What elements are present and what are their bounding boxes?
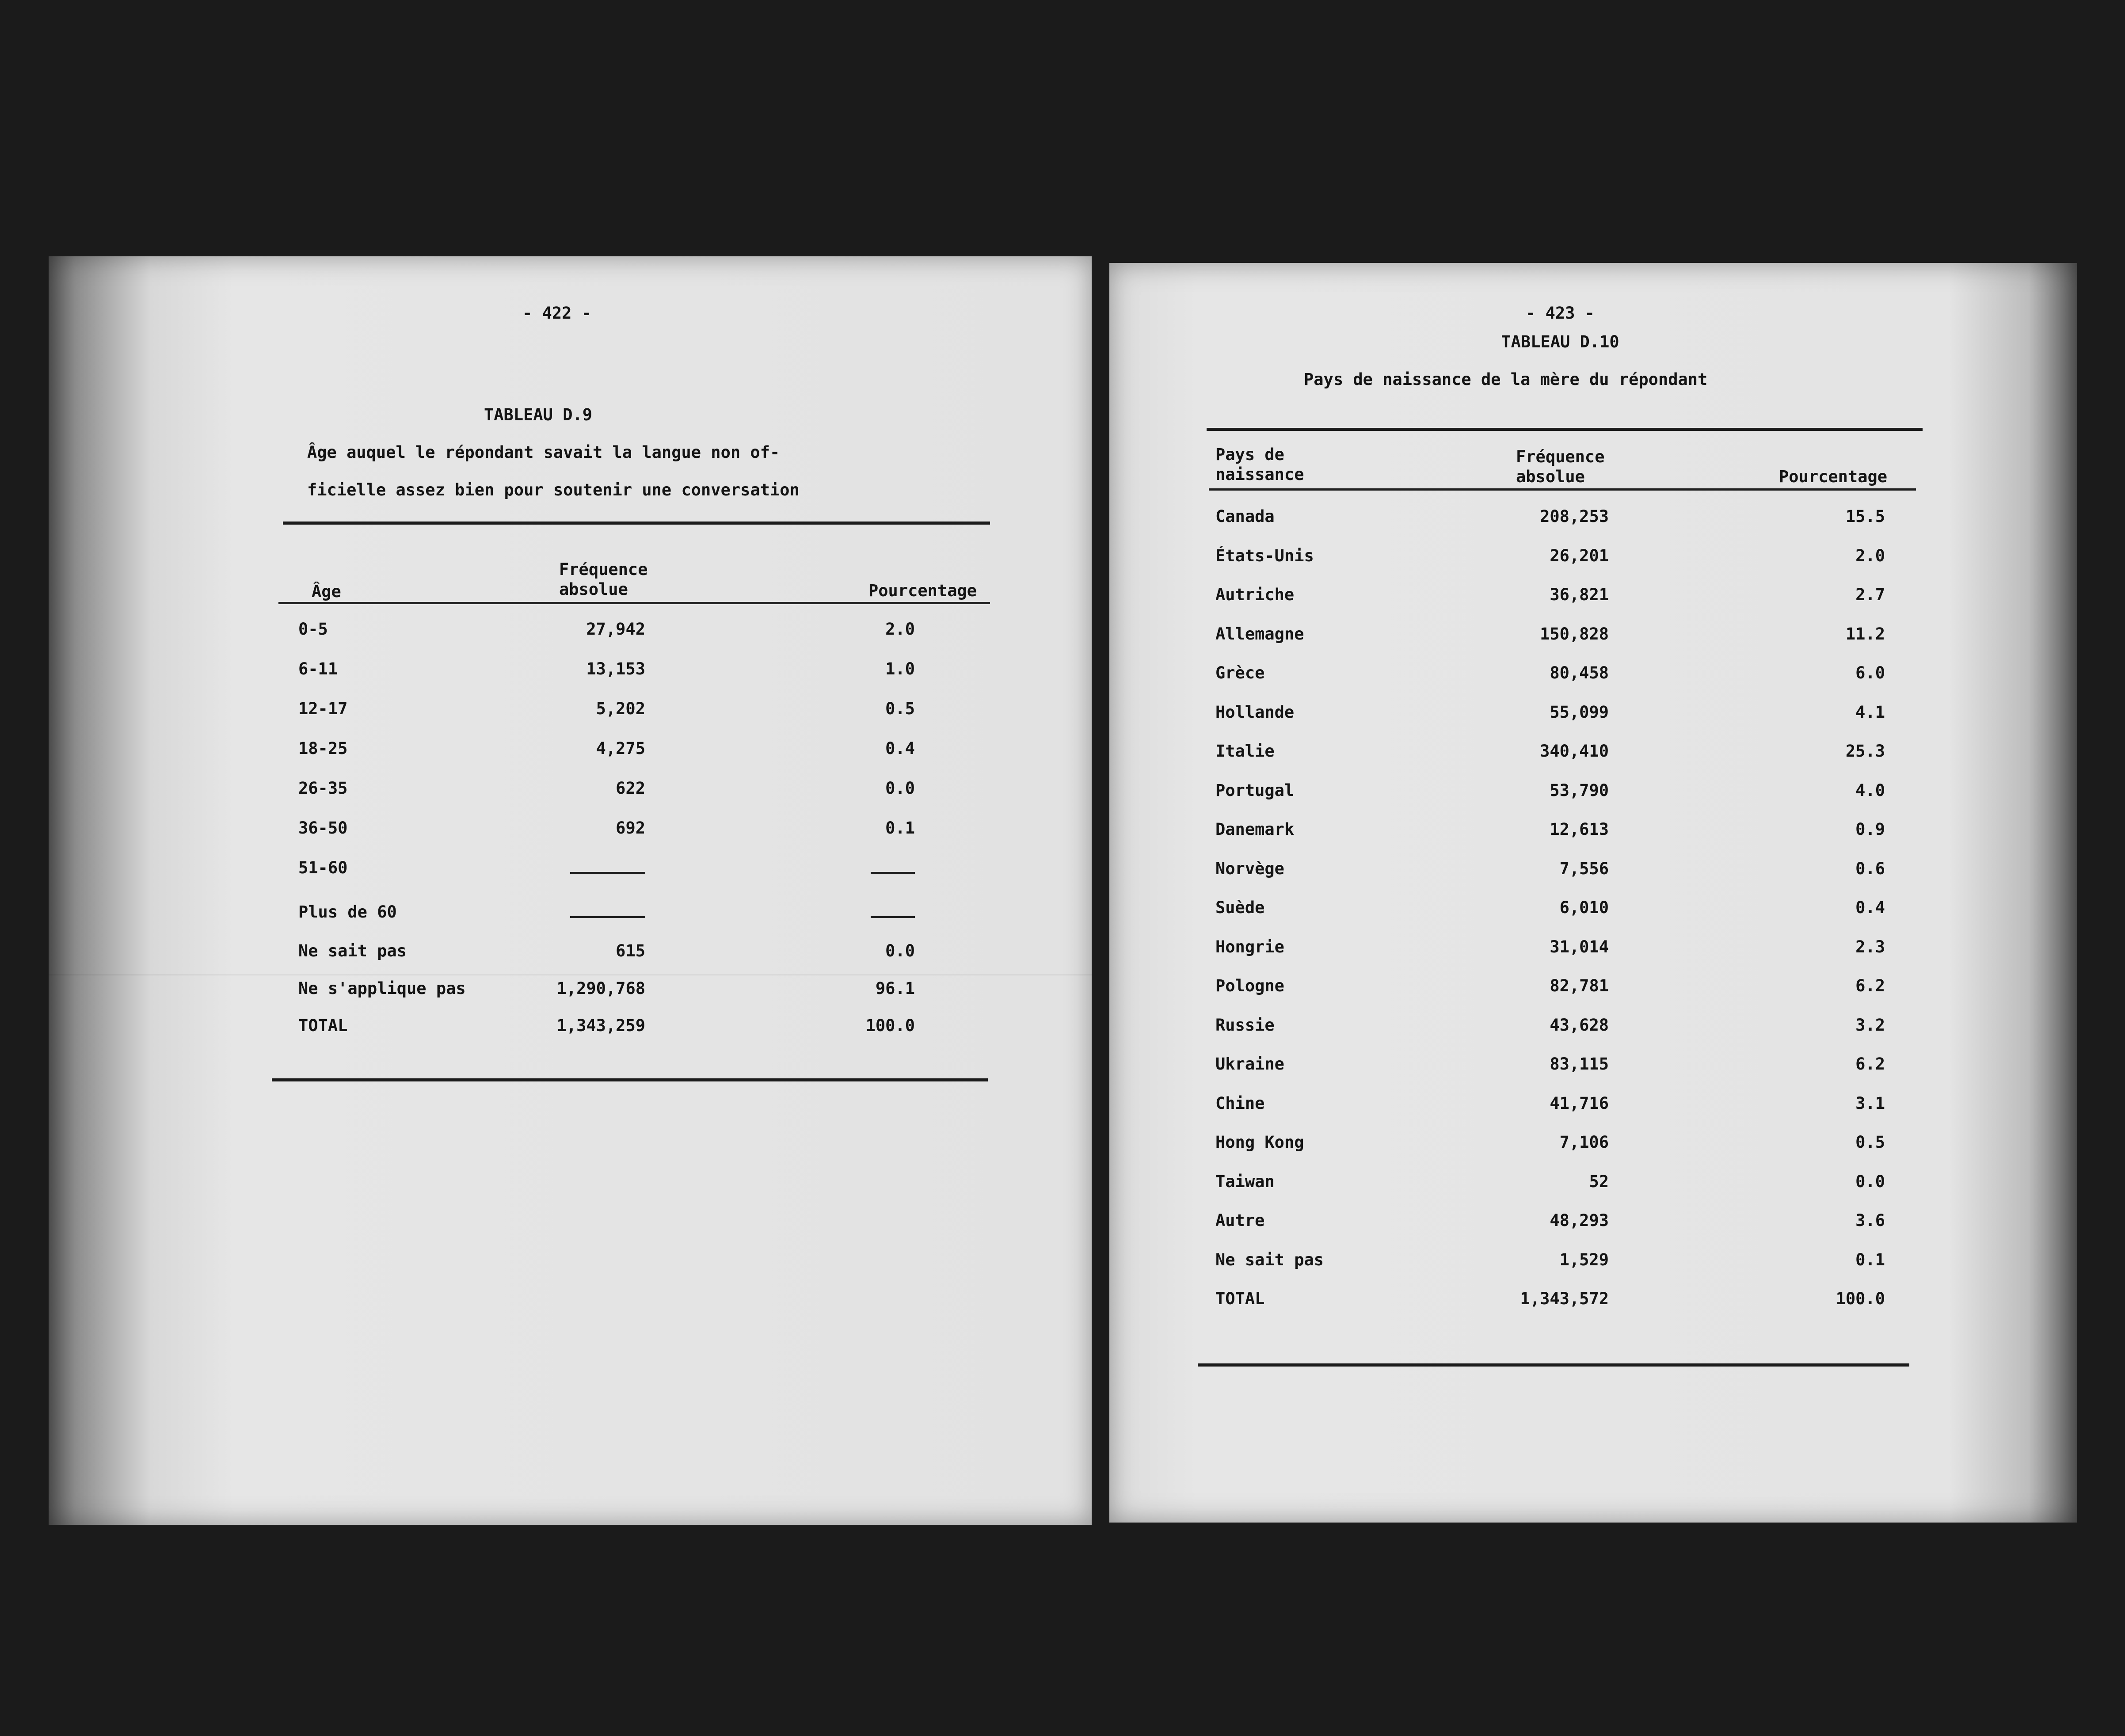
row-label: Russie bbox=[1215, 1015, 1275, 1035]
row-frequency: 340,410 bbox=[1540, 742, 1609, 761]
row-label: Norvège bbox=[1215, 859, 1284, 878]
row-percentage: 0.0 bbox=[885, 779, 915, 798]
row-frequency: 208,253 bbox=[1540, 507, 1609, 526]
row-label: Hongrie bbox=[1215, 937, 1284, 956]
page-number: - 422 - bbox=[522, 304, 591, 323]
bottom-rule bbox=[272, 1078, 988, 1081]
row-percentage: 6.2 bbox=[1855, 976, 1885, 995]
row-percentage: 4.0 bbox=[1855, 780, 1885, 800]
row-label: Portugal bbox=[1215, 780, 1295, 800]
row-percentage: 15.5 bbox=[1845, 507, 1885, 526]
row-frequency: 31,014 bbox=[1550, 937, 1609, 956]
row-percentage: 96.1 bbox=[875, 979, 915, 998]
header-country-line1: Pays de bbox=[1215, 445, 1284, 464]
row-label: Ne sait pas bbox=[1215, 1250, 1324, 1269]
row-frequency: 150,828 bbox=[1540, 624, 1609, 643]
row-label: Pologne bbox=[1215, 976, 1284, 995]
row-frequency: 615 bbox=[616, 941, 645, 960]
header-rule bbox=[1209, 488, 1916, 491]
row-frequency: 12,613 bbox=[1550, 820, 1609, 839]
row-percentage: 0.0 bbox=[1855, 1172, 1885, 1191]
empty-percentage-dash bbox=[871, 916, 915, 918]
row-percentage: 4.1 bbox=[1855, 702, 1885, 722]
table-title: TABLEAU D.9 bbox=[484, 405, 593, 424]
row-percentage: 3.1 bbox=[1855, 1093, 1885, 1113]
row-percentage: 6.2 bbox=[1855, 1055, 1885, 1074]
row-percentage: 2.7 bbox=[1855, 585, 1885, 604]
row-frequency: 43,628 bbox=[1550, 1015, 1609, 1035]
row-percentage: 11.2 bbox=[1845, 624, 1885, 643]
page-number: - 423 - bbox=[1526, 304, 1595, 323]
row-label: Plus de 60 bbox=[298, 902, 397, 921]
header-percentage: Pourcentage bbox=[1779, 467, 1888, 486]
row-label: Canada bbox=[1215, 507, 1275, 526]
row-label: Suède bbox=[1215, 898, 1265, 917]
row-percentage: 0.6 bbox=[1855, 859, 1885, 878]
table-caption: Pays de naissance de la mère du répondant bbox=[1304, 370, 1708, 389]
row-frequency: 53,790 bbox=[1550, 780, 1609, 800]
row-label: Autre bbox=[1215, 1211, 1265, 1230]
row-percentage: 0.5 bbox=[1855, 1133, 1885, 1152]
header-frequency-line2: absolue bbox=[559, 580, 628, 599]
table-caption-line2: ficielle assez bien pour soutenir une conversation bbox=[307, 480, 800, 499]
row-frequency: 36,821 bbox=[1550, 585, 1609, 604]
row-label: Autriche bbox=[1215, 585, 1295, 604]
row-label: 26-35 bbox=[298, 779, 348, 798]
row-label: Italie bbox=[1215, 742, 1275, 761]
row-percentage: 2.3 bbox=[1855, 937, 1885, 956]
row-frequency: 27,942 bbox=[586, 620, 645, 639]
row-percentage: 6.0 bbox=[1855, 663, 1885, 682]
top-rule bbox=[283, 522, 990, 525]
row-label: 0-5 bbox=[298, 620, 328, 639]
row-frequency: 6,010 bbox=[1559, 898, 1609, 917]
row-percentage: 2.0 bbox=[1855, 546, 1885, 565]
row-frequency: 5,202 bbox=[596, 699, 645, 718]
row-label: Hollande bbox=[1215, 702, 1295, 722]
row-percentage: 100.0 bbox=[865, 1016, 915, 1035]
row-percentage: 0.4 bbox=[885, 739, 915, 758]
header-rule bbox=[278, 602, 990, 604]
row-label: Ne sait pas bbox=[298, 941, 407, 960]
row-label: Hong Kong bbox=[1215, 1133, 1304, 1152]
top-rule bbox=[1207, 428, 1923, 431]
header-frequency-line1: Fréquence bbox=[1516, 447, 1605, 466]
row-label: États-Unis bbox=[1215, 546, 1314, 565]
table-caption-line1: Âge auquel le répondant savait la langue non of- bbox=[307, 443, 780, 462]
row-label: Grèce bbox=[1215, 663, 1265, 682]
row-label: Chine bbox=[1215, 1093, 1265, 1113]
row-label: 12-17 bbox=[298, 699, 348, 718]
row-label: 51-60 bbox=[298, 858, 348, 877]
row-label: TOTAL bbox=[1215, 1289, 1265, 1308]
row-percentage: 0.5 bbox=[885, 699, 915, 718]
header-country-line2: naissance bbox=[1215, 465, 1304, 484]
row-percentage: 3.2 bbox=[1855, 1015, 1885, 1035]
right-page bbox=[1109, 263, 2077, 1523]
header-percentage: Pourcentage bbox=[868, 581, 977, 600]
row-label: Taiwan bbox=[1215, 1172, 1275, 1191]
row-percentage: 0.1 bbox=[885, 819, 915, 838]
row-frequency: 41,716 bbox=[1550, 1093, 1609, 1113]
header-frequency-line2: absolue bbox=[1516, 467, 1585, 486]
row-frequency: 1,529 bbox=[1559, 1250, 1609, 1269]
row-frequency: 80,458 bbox=[1550, 663, 1609, 682]
empty-percentage-dash bbox=[871, 872, 915, 874]
row-frequency: 4,275 bbox=[596, 739, 645, 758]
row-frequency: 26,201 bbox=[1550, 546, 1609, 565]
empty-frequency-dash bbox=[570, 916, 645, 918]
row-frequency: 7,556 bbox=[1559, 859, 1609, 878]
row-percentage: 2.0 bbox=[885, 620, 915, 639]
row-label: 6-11 bbox=[298, 659, 338, 678]
row-percentage: 0.9 bbox=[1855, 820, 1885, 839]
table-title: TABLEAU D.10 bbox=[1501, 332, 1619, 351]
row-frequency: 692 bbox=[616, 819, 645, 838]
header-frequency-line1: Fréquence bbox=[559, 560, 648, 579]
row-frequency: 622 bbox=[616, 779, 645, 798]
row-percentage: 0.0 bbox=[885, 941, 915, 960]
row-frequency: 7,106 bbox=[1559, 1133, 1609, 1152]
row-label: Ne s'applique pas bbox=[298, 979, 466, 998]
row-frequency: 83,115 bbox=[1550, 1055, 1609, 1074]
row-label: TOTAL bbox=[298, 1016, 348, 1035]
row-percentage: 3.6 bbox=[1855, 1211, 1885, 1230]
row-frequency: 1,343,259 bbox=[556, 1016, 645, 1035]
row-label: Danemark bbox=[1215, 820, 1295, 839]
row-label: 18-25 bbox=[298, 739, 348, 758]
row-label: 36-50 bbox=[298, 819, 348, 838]
row-frequency: 48,293 bbox=[1550, 1211, 1609, 1230]
row-percentage: 0.1 bbox=[1855, 1250, 1885, 1269]
row-frequency: 55,099 bbox=[1550, 702, 1609, 722]
row-frequency: 1,343,572 bbox=[1520, 1289, 1609, 1308]
empty-frequency-dash bbox=[570, 872, 645, 874]
row-frequency: 82,781 bbox=[1550, 976, 1609, 995]
left-page bbox=[49, 256, 1092, 1525]
row-percentage: 100.0 bbox=[1836, 1289, 1885, 1308]
row-frequency: 13,153 bbox=[586, 659, 645, 678]
header-age: Âge bbox=[312, 582, 341, 601]
row-percentage: 1.0 bbox=[885, 659, 915, 678]
row-percentage: 25.3 bbox=[1845, 742, 1885, 761]
row-label: Ukraine bbox=[1215, 1055, 1284, 1074]
row-percentage: 0.4 bbox=[1855, 898, 1885, 917]
bottom-rule bbox=[1198, 1363, 1909, 1367]
row-label: Allemagne bbox=[1215, 624, 1304, 643]
row-frequency: 52 bbox=[1589, 1172, 1609, 1191]
row-frequency: 1,290,768 bbox=[556, 979, 645, 998]
